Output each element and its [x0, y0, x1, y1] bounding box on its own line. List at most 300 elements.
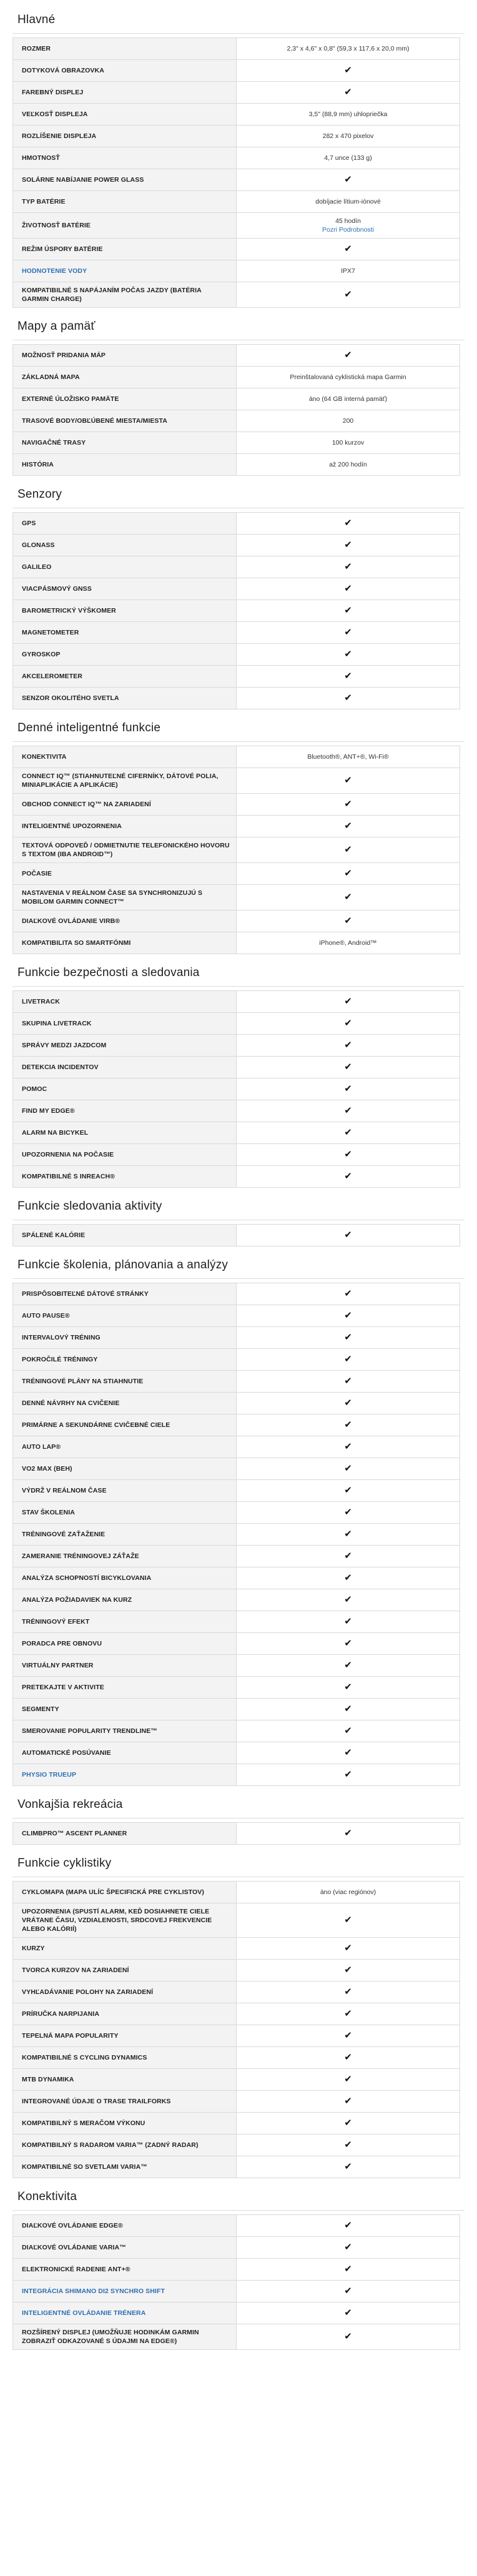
spec-row: [13, 2134, 460, 2156]
checkmark-icon: ✔: [344, 289, 352, 300]
spec-label: TEPELNÁ MAPA POPULARITY: [13, 2025, 237, 2047]
spec-label: MAGNETOMETER: [13, 622, 237, 644]
spec-row: [13, 1655, 460, 1677]
spec-value: [237, 2156, 460, 2178]
checkmark-icon: ✔: [344, 1331, 352, 1343]
spec-value: [237, 1502, 460, 1524]
spec-value: [237, 345, 460, 367]
spec-row: [13, 213, 460, 239]
spec-row: [13, 1546, 460, 1567]
spec-value-text: dobíjacie lítium-iónové: [315, 198, 381, 205]
spec-value: [237, 1305, 460, 1327]
spec-row: [13, 82, 460, 104]
spec-row: [13, 1589, 460, 1611]
spec-label: KONEKTIVITA: [13, 746, 237, 768]
spec-value: [237, 1480, 460, 1502]
checkmark-icon: ✔: [344, 1170, 352, 1182]
spec-row: [13, 1100, 460, 1122]
checkmark-icon: ✔: [344, 1550, 352, 1561]
spec-row: [13, 1035, 460, 1057]
spec-value: [237, 1100, 460, 1122]
spec-label: DENNÉ NÁVRHY NA CVIČENIE: [13, 1393, 237, 1414]
checkmark-icon: ✔: [344, 915, 352, 926]
spec-value: [237, 454, 460, 476]
checkmark-icon: ✔: [344, 1659, 352, 1670]
spec-label: ROZLÍŠENIE DISPLEJA: [13, 126, 237, 147]
spec-label: ANALÝZA SCHOPNOSTÍ BICYKLOVANIA: [13, 1567, 237, 1589]
spec-row: [13, 910, 460, 932]
spec-value: [237, 622, 460, 644]
spec-label: MOŽNOSŤ PRIDANIA MÁP: [13, 345, 237, 367]
spec-value: [237, 513, 460, 535]
spec-table: [12, 990, 460, 1188]
spec-value: [237, 126, 460, 147]
checkmark-icon: ✔: [344, 174, 352, 185]
spec-label: VIRTUÁLNY PARTNER: [13, 1655, 237, 1677]
spec-value-text: 2,3" x 4,6" x 0,8" (59,3 x 117,6 x 20,0 mm): [287, 45, 410, 52]
spec-label: ELEKTRONICKÉ RADENIE ANT+®: [13, 2259, 237, 2281]
spec-value-text: Preinštalovaná cyklistická mapa Garmin: [290, 373, 406, 381]
spec-section: [12, 481, 465, 709]
spec-table: [12, 37, 460, 308]
spec-value: [237, 1349, 460, 1371]
spec-row: [13, 1981, 460, 2003]
spec-label: INTERVALOVÝ TRÉNING: [13, 1327, 237, 1349]
spec-section: [12, 2183, 465, 2350]
spec-value: [237, 2215, 460, 2237]
spec-label: STAV ŠKOLENIA: [13, 1502, 237, 1524]
spec-row: [13, 2069, 460, 2091]
spec-label: SENZOR OKOLITÉHO SVETLA: [13, 688, 237, 709]
checkmark-icon: ✔: [344, 2241, 352, 2253]
spec-value-text: 45 hodín: [335, 217, 361, 225]
checkmark-icon: ✔: [344, 1148, 352, 1160]
spec-row: [13, 2259, 460, 2281]
checkmark-icon: ✔: [344, 2219, 352, 2231]
spec-row: [13, 1903, 460, 1938]
checkmark-icon: ✔: [344, 2030, 352, 2041]
checkmark-icon: ✔: [344, 844, 352, 855]
spec-value: [237, 1327, 460, 1349]
spec-value: [237, 147, 460, 169]
spec-value: [237, 578, 460, 600]
spec-value: [237, 816, 460, 837]
spec-value: [237, 169, 460, 191]
spec-row: [13, 1349, 460, 1371]
checkmark-icon: ✔: [344, 1083, 352, 1094]
spec-row: [13, 104, 460, 126]
spec-row: [13, 191, 460, 213]
spec-row: [13, 1458, 460, 1480]
spec-value: [237, 1633, 460, 1655]
spec-label: KOMPATIBILITA SO SMARTFÓNMI: [13, 932, 237, 954]
spec-value: [237, 1903, 460, 1938]
checkmark-icon: ✔: [344, 2161, 352, 2172]
spec-row: [13, 2025, 460, 2047]
spec-row: [13, 863, 460, 885]
checkmark-icon: ✔: [344, 2008, 352, 2019]
spec-label: SPRÁVY MEDZI JAZDCOM: [13, 1035, 237, 1057]
spec-table: [12, 746, 460, 954]
spec-row: [13, 169, 460, 191]
spec-row: [13, 1436, 460, 1458]
spec-value: [237, 191, 460, 213]
spec-label: FAREBNÝ DISPLEJ: [13, 82, 237, 104]
spec-label: TRÉNINGOVÉ ZAŤAŽENIE: [13, 1524, 237, 1546]
spec-value: [237, 82, 460, 104]
spec-row: [13, 367, 460, 388]
checkmark-icon: ✔: [344, 798, 352, 809]
checkmark-icon: ✔: [344, 1914, 352, 1925]
checkmark-icon: ✔: [344, 2073, 352, 2085]
spec-row: [13, 1823, 460, 1845]
checkmark-icon: ✔: [344, 2307, 352, 2318]
spec-table: [12, 2214, 460, 2350]
spec-value: [237, 239, 460, 260]
spec-section: [12, 1193, 465, 1246]
spec-value: [237, 60, 460, 82]
checkmark-icon: ✔: [344, 1747, 352, 1758]
section-title: Funkcie bezpečnosti a sledovania: [12, 959, 465, 987]
spec-label: CYKLOMAPA (MAPA ULÍC ŠPECIFICKÁ PRE CYKLISTOV): [13, 1882, 237, 1903]
checkmark-icon: ✔: [344, 2331, 352, 2342]
spec-label: LIVETRACK: [13, 991, 237, 1013]
spec-value: [237, 1882, 460, 1903]
spec-row: [13, 60, 460, 82]
spec-row: [13, 2324, 460, 2350]
checkmark-icon: ✔: [344, 648, 352, 659]
checkmark-icon: ✔: [344, 561, 352, 572]
section-title: Funkcie cyklistiky: [12, 1850, 465, 1877]
spec-row: [13, 1327, 460, 1349]
spec-label: MTB DYNAMIKA: [13, 2069, 237, 2091]
spec-label: VÝDRŽ V REÁLNOM ČASE: [13, 1480, 237, 1502]
spec-label: UPOZORNENIA (SPUSTÍ ALARM, KEĎ DOSIAHNETE CIELE VRÁTANE ČASU, VZDIALENOSTI, SRDCOVEJ FREKVENCIE ALEBO KALÓRIÍ): [13, 1903, 237, 1938]
spec-row: [13, 1393, 460, 1414]
spec-label: ALARM NA BICYKEL: [13, 1122, 237, 1144]
section-title: Mapy a pamäť: [12, 313, 465, 340]
spec-table: [12, 1283, 460, 1786]
spec-row: [13, 1742, 460, 1764]
spec-row: [13, 1078, 460, 1100]
spec-label: GYROSKOP: [13, 644, 237, 666]
spec-page: [12, 0, 465, 2350]
spec-label: CLIMBPRO™ ASCENT PLANNER: [13, 1823, 237, 1845]
checkmark-icon: ✔: [344, 86, 352, 97]
spec-label: HMOTNOSŤ: [13, 147, 237, 169]
spec-row: [13, 38, 460, 60]
spec-label: TRASOVÉ BODY/OBĽÚBENÉ MIESTA/MIESTA: [13, 410, 237, 432]
spec-row: [13, 991, 460, 1013]
spec-label: PRÍRUČKA NARPIJANIA: [13, 2003, 237, 2025]
spec-label: SMEROVANIE POPULARITY TRENDLINE™: [13, 1720, 237, 1742]
spec-value: [237, 2069, 460, 2091]
spec-value: [237, 1225, 460, 1246]
spec-label: TEXTOVÁ ODPOVEĎ / ODMIETNUTIE TELEFONICKÉHO HOVORU S TEXTOM (IBA ANDROID™): [13, 837, 237, 863]
spec-row: [13, 600, 460, 622]
spec-value: [237, 556, 460, 578]
spec-section: [12, 1791, 465, 1845]
spec-row: [13, 666, 460, 688]
spec-row: [13, 816, 460, 837]
spec-value: [237, 1720, 460, 1742]
spec-label: FIND MY EDGE®: [13, 1100, 237, 1122]
spec-row: [13, 1283, 460, 1305]
checkmark-icon: ✔: [344, 605, 352, 616]
spec-value: [237, 535, 460, 556]
spec-value: [237, 794, 460, 816]
spec-label: INTEGROVANÉ ÚDAJE O TRASE TRAILFORKS: [13, 2091, 237, 2113]
section-title: Denné inteligentné funkcie: [12, 714, 465, 742]
spec-row: [13, 147, 460, 169]
spec-value: [237, 410, 460, 432]
spec-label: INTELIGENTNÉ UPOZORNENIA: [13, 816, 237, 837]
spec-value-text: až 200 hodín: [329, 461, 367, 468]
spec-label: TVORCA KURZOV NA ZARIADENÍ: [13, 1960, 237, 1981]
spec-value: [237, 1567, 460, 1589]
spec-value: [237, 1742, 460, 1764]
spec-value: [237, 2302, 460, 2324]
spec-row: [13, 932, 460, 954]
spec-value: [237, 1677, 460, 1699]
checkmark-icon: ✔: [344, 1594, 352, 1605]
checkmark-icon: ✔: [344, 539, 352, 550]
spec-section: [12, 959, 465, 1188]
spec-value: [237, 2091, 460, 2113]
spec-value: [237, 260, 460, 282]
spec-label: ZÁKLADNÁ MAPA: [13, 367, 237, 388]
spec-label: PRISPÔSOBITEĽNÉ DÁTOVÉ STRÁNKY: [13, 1283, 237, 1305]
checkmark-icon: ✔: [344, 626, 352, 638]
spec-value: [237, 104, 460, 126]
checkmark-icon: ✔: [344, 1528, 352, 1539]
spec-label: OBCHOD CONNECT IQ™ NA ZARIADENÍ: [13, 794, 237, 816]
checkmark-icon: ✔: [344, 2095, 352, 2106]
spec-table: [12, 1822, 460, 1845]
spec-label: ROZŠÍRENÝ DISPLEJ (UMOŽŇUJE HODINKÁM GARMIN ZOBRAZIŤ ODKAZOVANÉ S ÚDAJMI NA EDGE®): [13, 2324, 237, 2350]
spec-label-link[interactable]: PHYSIO TRUEUP: [13, 1764, 237, 1786]
section-title: Funkcie sledovania aktivity: [12, 1193, 465, 1220]
spec-value: [237, 2025, 460, 2047]
checkmark-icon: ✔: [344, 1616, 352, 1627]
checkmark-icon: ✔: [344, 1061, 352, 1072]
spec-label: DIAĽKOVÉ OVLÁDANIE VIRB®: [13, 910, 237, 932]
spec-value: [237, 38, 460, 60]
spec-label: CONNECT IQ™ (STIAHNUTEĽNÉ CIFERNÍKY, DÁTOVÉ POLIA, MINIAPLIKÁCIE A APLIKÁCIE): [13, 768, 237, 794]
spec-row: [13, 535, 460, 556]
spec-label: ROZMER: [13, 38, 237, 60]
spec-value-text: 282 x 470 pixelov: [322, 132, 374, 140]
spec-section: [12, 1850, 465, 2178]
checkmark-icon: ✔: [344, 1105, 352, 1116]
spec-value: [237, 600, 460, 622]
spec-row: [13, 345, 460, 367]
spec-label: AKCELEROMETER: [13, 666, 237, 688]
spec-label: SKUPINA LIVETRACK: [13, 1013, 237, 1035]
spec-label: TRÉNINGOVÝ EFEKT: [13, 1611, 237, 1633]
spec-row: [13, 410, 460, 432]
spec-row: [13, 746, 460, 768]
checkmark-icon: ✔: [344, 774, 352, 786]
checkmark-icon: ✔: [344, 349, 352, 360]
spec-value-text: 3,5" (88,9 mm) uhlopriečka: [308, 111, 388, 118]
spec-row: [13, 1960, 460, 1981]
spec-value: [237, 1458, 460, 1480]
spec-label: POČASIE: [13, 863, 237, 885]
spec-label: REŽIM ÚSPORY BATÉRIE: [13, 239, 237, 260]
spec-row: [13, 768, 460, 794]
checkmark-icon: ✔: [344, 1637, 352, 1649]
spec-value: [237, 2324, 460, 2350]
checkmark-icon: ✔: [344, 1039, 352, 1050]
spec-label: GALILEO: [13, 556, 237, 578]
spec-value: [237, 2047, 460, 2069]
spec-table: [12, 1224, 460, 1246]
spec-row: [13, 1057, 460, 1078]
checkmark-icon: ✔: [344, 1703, 352, 1714]
spec-row: [13, 282, 460, 308]
spec-value: [237, 885, 460, 910]
spec-value: [237, 1013, 460, 1035]
spec-label: KURZY: [13, 1938, 237, 1960]
spec-value: [237, 2003, 460, 2025]
spec-value: [237, 1938, 460, 1960]
section-title: Konektivita: [12, 2183, 465, 2211]
spec-value: [237, 991, 460, 1013]
spec-label: ZAMERANIE TRÉNINGOVEJ ZÁŤAŽE: [13, 1546, 237, 1567]
spec-label: KOMPATIBILNÉ SO SVETLAMI VARIA™: [13, 2156, 237, 2178]
spec-row: [13, 2091, 460, 2113]
spec-label: EXTERNÉ ÚLOŽISKO PAMÄTE: [13, 388, 237, 410]
checkmark-icon: ✔: [344, 1463, 352, 1474]
spec-label: ŽIVOTNOSŤ BATÉRIE: [13, 213, 237, 239]
checkmark-icon: ✔: [344, 1964, 352, 1975]
checkmark-icon: ✔: [344, 820, 352, 831]
spec-label: DOTYKOVÁ OBRAZOVKA: [13, 60, 237, 82]
spec-label: TYP BATÉRIE: [13, 191, 237, 213]
spec-value: [237, 688, 460, 709]
spec-value: [237, 1166, 460, 1188]
section-title: Hlavné: [12, 6, 465, 34]
spec-value: [237, 1057, 460, 1078]
checkmark-icon: ✔: [344, 1942, 352, 1953]
spec-row: [13, 578, 460, 600]
spec-label: VIACPÁSMOVÝ GNSS: [13, 578, 237, 600]
checkmark-icon: ✔: [344, 1353, 352, 1364]
spec-value: [237, 1144, 460, 1166]
spec-section: [12, 714, 465, 954]
spec-value: [237, 863, 460, 885]
spec-value: [237, 367, 460, 388]
checkmark-icon: ✔: [344, 2263, 352, 2274]
checkmark-icon: ✔: [344, 1827, 352, 1838]
spec-value: [237, 1546, 460, 1567]
spec-value: [237, 1823, 460, 1845]
spec-row: [13, 1502, 460, 1524]
spec-row: [13, 2156, 460, 2178]
spec-label: KOMPATIBILNÝ S MERAČOM VÝKONU: [13, 2113, 237, 2134]
checkmark-icon: ✔: [344, 243, 352, 254]
spec-label: POKROČILÉ TRÉNINGY: [13, 1349, 237, 1371]
spec-row: [13, 2281, 460, 2302]
spec-row: [13, 1882, 460, 1903]
checkmark-icon: ✔: [344, 1375, 352, 1386]
spec-row: [13, 1013, 460, 1035]
spec-value-text: Bluetooth®, ANT+®, Wi-Fi®: [307, 753, 389, 761]
spec-value: [237, 644, 460, 666]
spec-value: [237, 1981, 460, 2003]
spec-label: AUTOMATICKÉ POSÚVANIE: [13, 1742, 237, 1764]
spec-value: [237, 282, 460, 308]
spec-value: [237, 432, 460, 454]
spec-label: KOMPATIBILNÉ S NAPÁJANÍM POČAS JAZDY (BATÉRIA GARMIN CHARGE): [13, 282, 237, 308]
spec-label: GLONASS: [13, 535, 237, 556]
spec-label: DETEKCIA INCIDENTOV: [13, 1057, 237, 1078]
spec-value: [237, 1524, 460, 1546]
spec-value: [237, 388, 460, 410]
spec-row: [13, 644, 460, 666]
checkmark-icon: ✔: [344, 1506, 352, 1517]
spec-row: [13, 239, 460, 260]
spec-row: [13, 1225, 460, 1246]
spec-row: [13, 2215, 460, 2237]
spec-label: SPÁLENÉ KALÓRIE: [13, 1225, 237, 1246]
spec-row: [13, 1414, 460, 1436]
spec-row: [13, 1720, 460, 1742]
checkmark-icon: ✔: [344, 1288, 352, 1299]
spec-label-link[interactable]: HODNOTENIE VODY: [13, 260, 237, 282]
spec-label-link[interactable]: INTELIGENTNÉ OVLÁDANIE TRÉNERA: [13, 2302, 237, 2324]
spec-value: [237, 213, 460, 239]
spec-value: [237, 932, 460, 954]
spec-table: [12, 1881, 460, 2178]
checkmark-icon: ✔: [344, 891, 352, 902]
spec-row: [13, 1371, 460, 1393]
spec-value-text: 200: [342, 417, 354, 425]
spec-row: [13, 2237, 460, 2259]
spec-value: [237, 1078, 460, 1100]
checkmark-icon: ✔: [344, 1986, 352, 1997]
spec-row: [13, 1305, 460, 1327]
spec-label-link[interactable]: INTEGRÁCIA SHIMANO DI2 SYNCHRO SHIFT: [13, 2281, 237, 2302]
checkmark-icon: ✔: [344, 583, 352, 594]
spec-label: SOLÁRNE NABÍJANIE POWER GLASS: [13, 169, 237, 191]
spec-row: [13, 1166, 460, 1188]
spec-label: NAVIGAČNÉ TRASY: [13, 432, 237, 454]
spec-label: POMOC: [13, 1078, 237, 1100]
section-title: Vonkajšia rekreácia: [12, 1791, 465, 1818]
spec-value: [237, 1589, 460, 1611]
spec-row: [13, 556, 460, 578]
spec-value: [237, 1611, 460, 1633]
spec-value: [237, 2113, 460, 2134]
checkmark-icon: ✔: [344, 692, 352, 703]
spec-value-text: áno (64 GB interná pamäť): [308, 395, 388, 403]
checkmark-icon: ✔: [344, 1572, 352, 1583]
details-link[interactable]: Pozri Podrobnosti: [322, 226, 374, 234]
spec-row: [13, 1144, 460, 1166]
spec-value: [237, 2134, 460, 2156]
spec-row: [13, 794, 460, 816]
checkmark-icon: ✔: [344, 517, 352, 528]
spec-row: [13, 885, 460, 910]
spec-row: [13, 1938, 460, 1960]
checkmark-icon: ✔: [344, 1397, 352, 1408]
checkmark-icon: ✔: [344, 1127, 352, 1138]
spec-value: [237, 837, 460, 863]
spec-label: VO2 MAX (BEH): [13, 1458, 237, 1480]
spec-label: KOMPATIBILNÝ S RADAROM VARIA™ (ZADNÝ RADAR): [13, 2134, 237, 2156]
